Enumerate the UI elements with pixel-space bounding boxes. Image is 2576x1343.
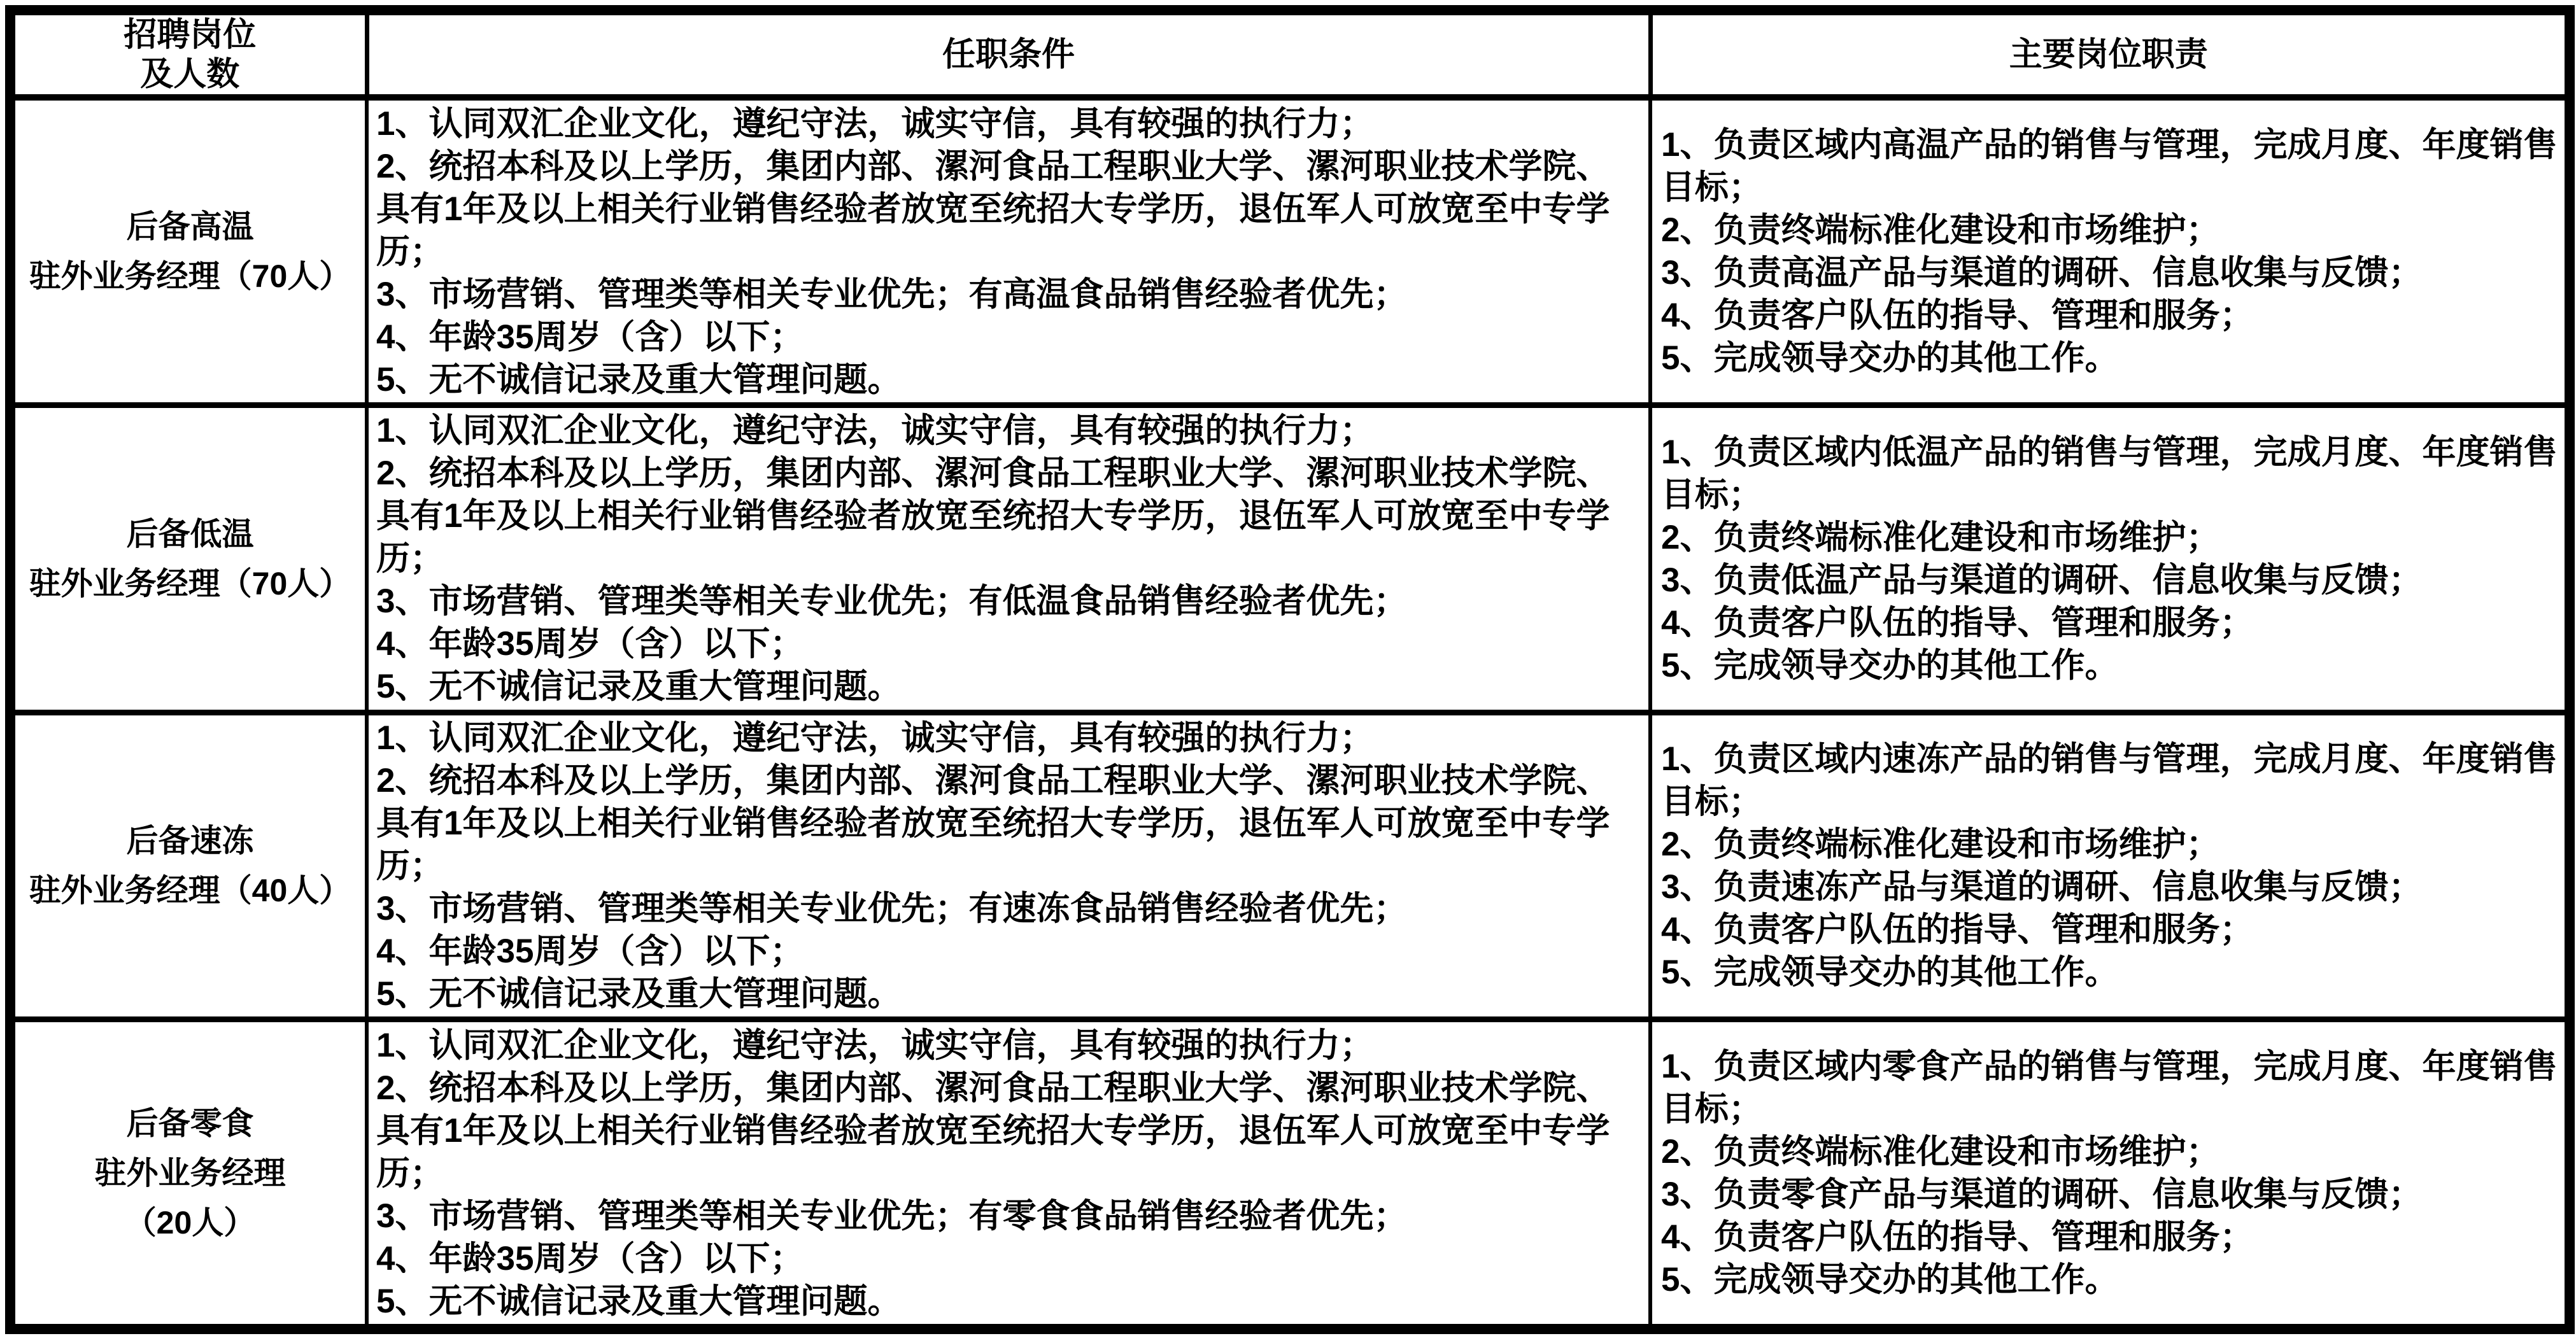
responsibilities-cell: [1650, 1020, 2570, 1329]
recruitment-table: [5, 5, 2575, 1334]
qualification-item: 5、无不诚信记录及重大管理问题。: [376, 668, 902, 706]
table-row-low-temp: [10, 405, 2570, 712]
qualification-item: 4、年龄35周岁（含）以下；: [376, 1239, 804, 1277]
position-cell: [10, 712, 367, 1020]
responsibility-item: 2、负责终端标准化建设和市场维护；: [1661, 1133, 2220, 1171]
qualification-item: 5、无不诚信记录及重大管理问题。: [376, 1282, 902, 1320]
qualification-item: 1、认同双汇企业文化，遵纪守法，诚实守信，具有较强的执行力；: [376, 412, 1374, 450]
qualifications-cell: [367, 97, 1650, 405]
responsibilities-cell: [1650, 712, 2570, 1020]
table-row-high-temp: [10, 97, 2570, 405]
qualification-item: 3、市场营销、管理类等相关专业优先；有高温食品销售经验者优先；: [376, 275, 1408, 313]
responsibility-item: 2、负责终端标准化建设和市场维护；: [1661, 826, 2220, 864]
position-headcount: （20人）: [124, 1205, 256, 1241]
position-headcount: 驻外业务经理（70人）: [29, 565, 351, 601]
qualifications-cell: [367, 712, 1650, 1020]
header-position-line2: 及人数: [140, 56, 240, 94]
responsibility-item: 1、负责区域内零食产品的销售与管理，完成月度、年度销售目标；: [1661, 1048, 2558, 1129]
position-headcount: 驻外业务经理（40人）: [29, 873, 351, 909]
responsibility-item: 1、负责区域内高温产品的销售与管理，完成月度、年度销售目标；: [1661, 126, 2558, 207]
qualification-item: 2、统招本科及以上学历，集团内部、漯河食品工程职业大学、漯河职业技术学院、具有1年及以上相关行业销售经验者放宽至统招大专学历，退伍军人可放宽至中专学历；: [376, 454, 1610, 578]
responsibility-item: 4、负责客户队伍的指导、管理和服务；: [1661, 603, 2254, 642]
responsibility-item: 2、负责终端标准化建设和市场维护；: [1661, 211, 2220, 250]
header-position-line1: 招聘岗位: [124, 17, 257, 54]
header-responsibilities: 主要岗位职责: [1650, 10, 2570, 97]
responsibility-item: 1、负责区域内低温产品的销售与管理，完成月度、年度销售目标；: [1661, 433, 2558, 514]
qualification-item: 4、年龄35周岁（含）以下；: [376, 932, 804, 970]
position-title: 后备低温: [126, 516, 254, 552]
responsibilities-cell: [1650, 97, 2570, 405]
position-title: 后备速冻: [126, 823, 254, 859]
responsibility-item: 4、负责客户队伍的指导、管理和服务；: [1661, 297, 2254, 335]
qualification-item: 1、认同双汇企业文化，遵纪守法，诚实守信，具有较强的执行力；: [376, 719, 1374, 757]
responsibility-item: 5、完成领导交办的其他工作。: [1661, 953, 2119, 992]
responsibility-item: 2、负责终端标准化建设和市场维护；: [1661, 518, 2220, 556]
header-row: [10, 10, 2570, 97]
position-cell: [10, 405, 367, 712]
qualification-item: 5、无不诚信记录及重大管理问题。: [376, 360, 902, 398]
responsibility-item: 3、负责速冻产品与渠道的调研、信息收集与反馈；: [1661, 868, 2423, 906]
qualification-item: 1、认同双汇企业文化，遵纪守法，诚实守信，具有较强的执行力；: [376, 104, 1374, 143]
position-title: 后备高温: [126, 209, 254, 245]
header-position-and-headcount: [10, 10, 367, 97]
responsibility-item: 3、负责低温产品与渠道的调研、信息收集与反馈；: [1661, 561, 2423, 599]
table-row-snack: [10, 1020, 2570, 1329]
responsibility-item: 5、完成领导交办的其他工作。: [1661, 1261, 2119, 1299]
position-cell: [10, 1020, 367, 1329]
position-title: 驻外业务经理: [94, 1155, 286, 1192]
responsibility-item: 3、负责高温产品与渠道的调研、信息收集与反馈；: [1661, 254, 2423, 292]
qualification-item: 3、市场营销、管理类等相关专业优先；有速冻食品销售经验者优先；: [376, 889, 1408, 927]
table-row-frozen: [10, 712, 2570, 1020]
responsibility-item: 4、负责客户队伍的指导、管理和服务；: [1661, 911, 2254, 949]
qualification-item: 3、市场营销、管理类等相关专业优先；有低温食品销售经验者优先；: [376, 582, 1408, 621]
qualifications-cell: [367, 405, 1650, 712]
responsibility-item: 1、负责区域内速冻产品的销售与管理，完成月度、年度销售目标；: [1661, 740, 2558, 821]
responsibility-item: 4、负责客户队伍的指导、管理和服务；: [1661, 1218, 2254, 1256]
position-headcount: 驻外业务经理（70人）: [29, 258, 351, 295]
header-qualifications: 任职条件: [367, 10, 1650, 97]
responsibility-item: 5、完成领导交办的其他工作。: [1661, 339, 2119, 377]
position-cell: [10, 97, 367, 405]
qualification-item: 4、年龄35周岁（含）以下；: [376, 625, 804, 663]
qualifications-cell: [367, 1020, 1650, 1329]
responsibility-item: 3、负责零食产品与渠道的调研、信息收集与反馈；: [1661, 1176, 2423, 1214]
qualification-item: 5、无不诚信记录及重大管理问题。: [376, 974, 902, 1013]
qualification-item: 2、统招本科及以上学历，集团内部、漯河食品工程职业大学、漯河职业技术学院、具有1年及以上相关行业销售经验者放宽至统招大专学历，退伍军人可放宽至中专学历；: [376, 761, 1610, 885]
qualification-item: 1、认同双汇企业文化，遵纪守法，诚实守信，具有较强的执行力；: [376, 1026, 1374, 1064]
qualification-item: 4、年龄35周岁（含）以下；: [376, 318, 804, 356]
responsibility-item: 5、完成领导交办的其他工作。: [1661, 646, 2119, 684]
qualification-item: 3、市场营销、管理类等相关专业优先；有零食食品销售经验者优先；: [376, 1197, 1408, 1235]
position-title: 后备零食: [126, 1106, 254, 1142]
qualification-item: 2、统招本科及以上学历，集团内部、漯河食品工程职业大学、漯河职业技术学院、具有1年及以上相关行业销售经验者放宽至统招大专学历，退伍军人可放宽至中专学历；: [376, 147, 1610, 271]
qualification-item: 2、统招本科及以上学历，集团内部、漯河食品工程职业大学、漯河职业技术学院、具有1年及以上相关行业销售经验者放宽至统招大专学历，退伍军人可放宽至中专学历；: [376, 1069, 1610, 1192]
responsibilities-cell: [1650, 405, 2570, 712]
